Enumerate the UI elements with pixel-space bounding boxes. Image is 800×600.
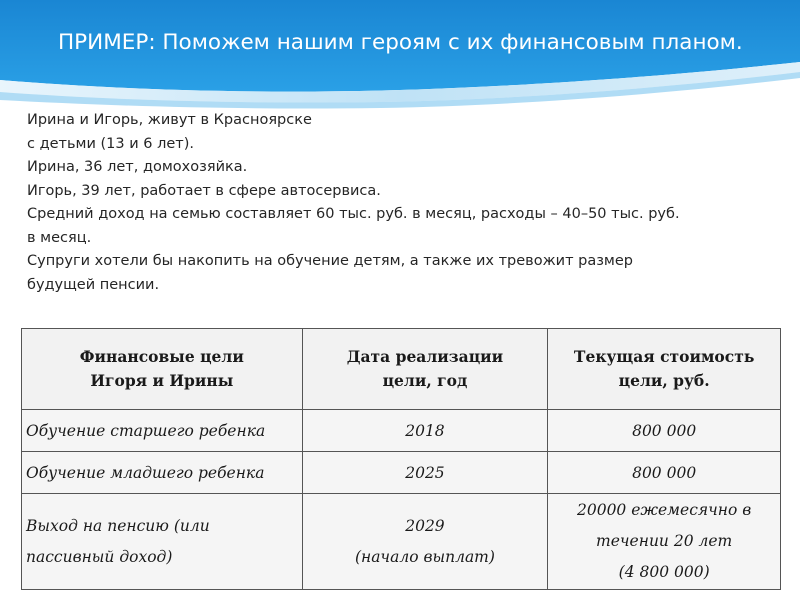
table-row [22,410,781,452]
wave-background [0,0,800,110]
intro-line: Ирина и Игорь, живут в Красноярске [27,112,312,128]
cell-year: 2029 (начало выплат) [302,494,548,590]
intro-line: будущей пенсии. [27,276,160,293]
cell-year: 2018 [302,410,548,452]
intro-line: Ирина, 36 лет, домохозяйка. [27,159,248,175]
cell-goal: Обучение старшего ребенка [22,410,303,452]
cell-cost: 800 000 [548,410,781,452]
table-row [22,494,781,590]
header-goals: Финансовые цели Игоря и Ирины [22,329,303,410]
intro-text [27,109,787,297]
cell-cost: 800 000 [548,452,781,494]
intro-line: в месяц. [27,229,92,246]
intro-line: с детьми (13 и 6 лет). [27,135,194,152]
cell-goal: Выход на пенсию (или пассивный доход) [22,494,303,590]
page-title: ПРИМЕР: Поможем нашим героям с их финансовым планом. [58,30,743,55]
intro-line: Средний доход на семью составляет 60 тыс. руб. в месяц, расходы – 40–50 тыс. руб. [27,206,680,222]
financial-goals-table [21,328,781,590]
cell-year: 2025 [302,452,548,494]
table-row [22,452,781,494]
cell-goal: Обучение младшего ребенка [22,452,303,494]
header-banner [0,0,800,110]
header-cost: Текущая стоимость цели, руб. [548,329,781,410]
table-header-row [22,329,781,410]
intro-line: Супруги хотели бы накопить на обучение детям, а также их тревожит размер [27,253,633,269]
cell-cost: 20000 ежемесячно в течении 20 лет (4 800 000) [548,494,781,590]
intro-line: Игорь, 39 лет, работает в сфере автосервиса. [27,182,381,199]
header-date: Дата реализации цели, год [302,329,548,410]
